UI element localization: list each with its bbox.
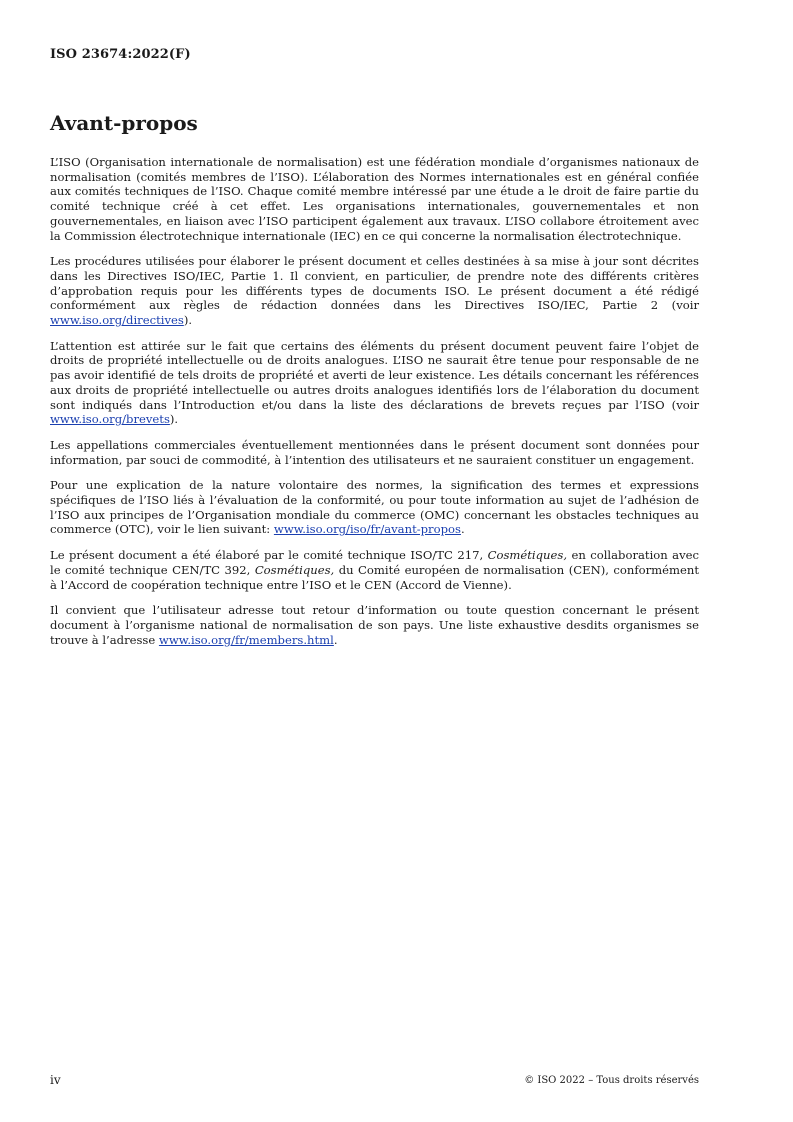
paragraph-text-end: . (333, 632, 338, 647)
page-number: iv (50, 1073, 61, 1087)
link-brevets[interactable]: www.iso.org/brevets (50, 412, 170, 427)
paragraph-text-end: . (460, 522, 465, 537)
committee-name-iso: Cosmétiques, (487, 548, 568, 563)
paragraph-text: du Comité européen de normalisation (CEN), conformément à l’Accord de coopération technique entre l’ISO et le CEN (Accord de Vienne). (50, 562, 699, 592)
paragraph-voluntary-nature (50, 478, 699, 537)
paragraph-text: Les procédures utilisées pour élaborer le présent document et celles destinées à sa mise à jour sont décrites dans les Directives ISO/IEC, Partie 1. Il convient, en particulier, de prendre note des différents critères d’approbation requis pour les différents types de documents ISO. Le présent document a été rédigé conformément aux règles de rédaction données dans les Directives ISO/IEC, Partie 2 (voir (50, 254, 699, 313)
copyright-notice: © ISO 2022 – Tous droits réservés (524, 1075, 699, 1086)
paragraph-committee (50, 548, 699, 592)
paragraph-text-end: ). (169, 412, 179, 427)
paragraph-feedback (50, 603, 699, 647)
committee-name-cen: Cosmétiques, (254, 562, 335, 577)
paragraph-text: en collaboration avec le comité technique CEN/TC 392, (50, 548, 699, 577)
document-code: ISO 23674:2022(F) (50, 47, 191, 62)
paragraph-text: Le présent document a été élaboré par le comité technique ISO/TC 217, (50, 548, 488, 563)
paragraph-text: Pour une explication de la nature volontaire des normes, la signification des termes et expressions spécifiques de l’ISO liés à l’évaluation de la conformité, ou pour toute information au sujet de l’adhésion de l’ISO aux principes de l’Organisation mondiale du commerce (OMC) concernant les obstacles techniques au commerce (OTC), voir le lien suivant: (50, 478, 699, 537)
foreword-body (50, 155, 699, 658)
paragraph-iso-intro: L’ISO (Organisation internationale de normalisation) est une fédération mondiale d’organismes nationaux de normalisation (comités membres de l’ISO). L’élaboration des Normes internationales est en général confiée aux comités techniques de l’ISO. Chaque comité membre intéressé par une étude a le droit de faire partie du comité technique créé à cet effet. Les organisations internationales, gouvernementales et non gouvernementales, en liaison avec l’ISO participent également aux travaux. L’ISO collabore étroitement avec la Commission électrotechnique internationale (IEC) en ce qui concerne la normalisation électrotechnique. (50, 155, 699, 243)
paragraph-patents (50, 339, 699, 427)
paragraph-text: L’attention est attirée sur le fait que certains des éléments du présent document peuvent faire l’objet de droits de propriété intellectuelle ou de droits analogues. L’ISO ne saurait être tenue pour responsable de ne pas avoir identifié de tels droits de propriété et averti de leur existence. Les détails concernant les références aux droits de propriété intellectuelle ou autres droits analogues identifiés lors de l’élaboration du document sont indiqués dans l’Introduction et/ou dans la liste des déclarations de brevets reçues par l’ISO (voir (50, 338, 699, 412)
paragraph-text: Il convient que l’utilisateur adresse tout retour d’information ou toute question concernant le présent document à l’organisme national de normalisation de son pays. Une liste exhaustive desdits organismes se trouve à l’adresse (50, 603, 699, 647)
link-directives[interactable]: www.iso.org/directives (50, 313, 184, 328)
section-title: Avant-propos (50, 111, 198, 135)
paragraph-procedures (50, 254, 699, 328)
paragraph-trade-names: Les appellations commerciales éventuellement mentionnées dans le présent document sont données pour information, par souci de commodité, à l’intention des utilisateurs et ne sauraient constituer un engagement. (50, 437, 699, 467)
link-avant-propos[interactable]: www.iso.org/iso/fr/avant-propos (273, 522, 461, 537)
paragraph-text-end: ). (183, 313, 193, 328)
link-members[interactable]: www.iso.org/fr/members.html (158, 632, 334, 647)
